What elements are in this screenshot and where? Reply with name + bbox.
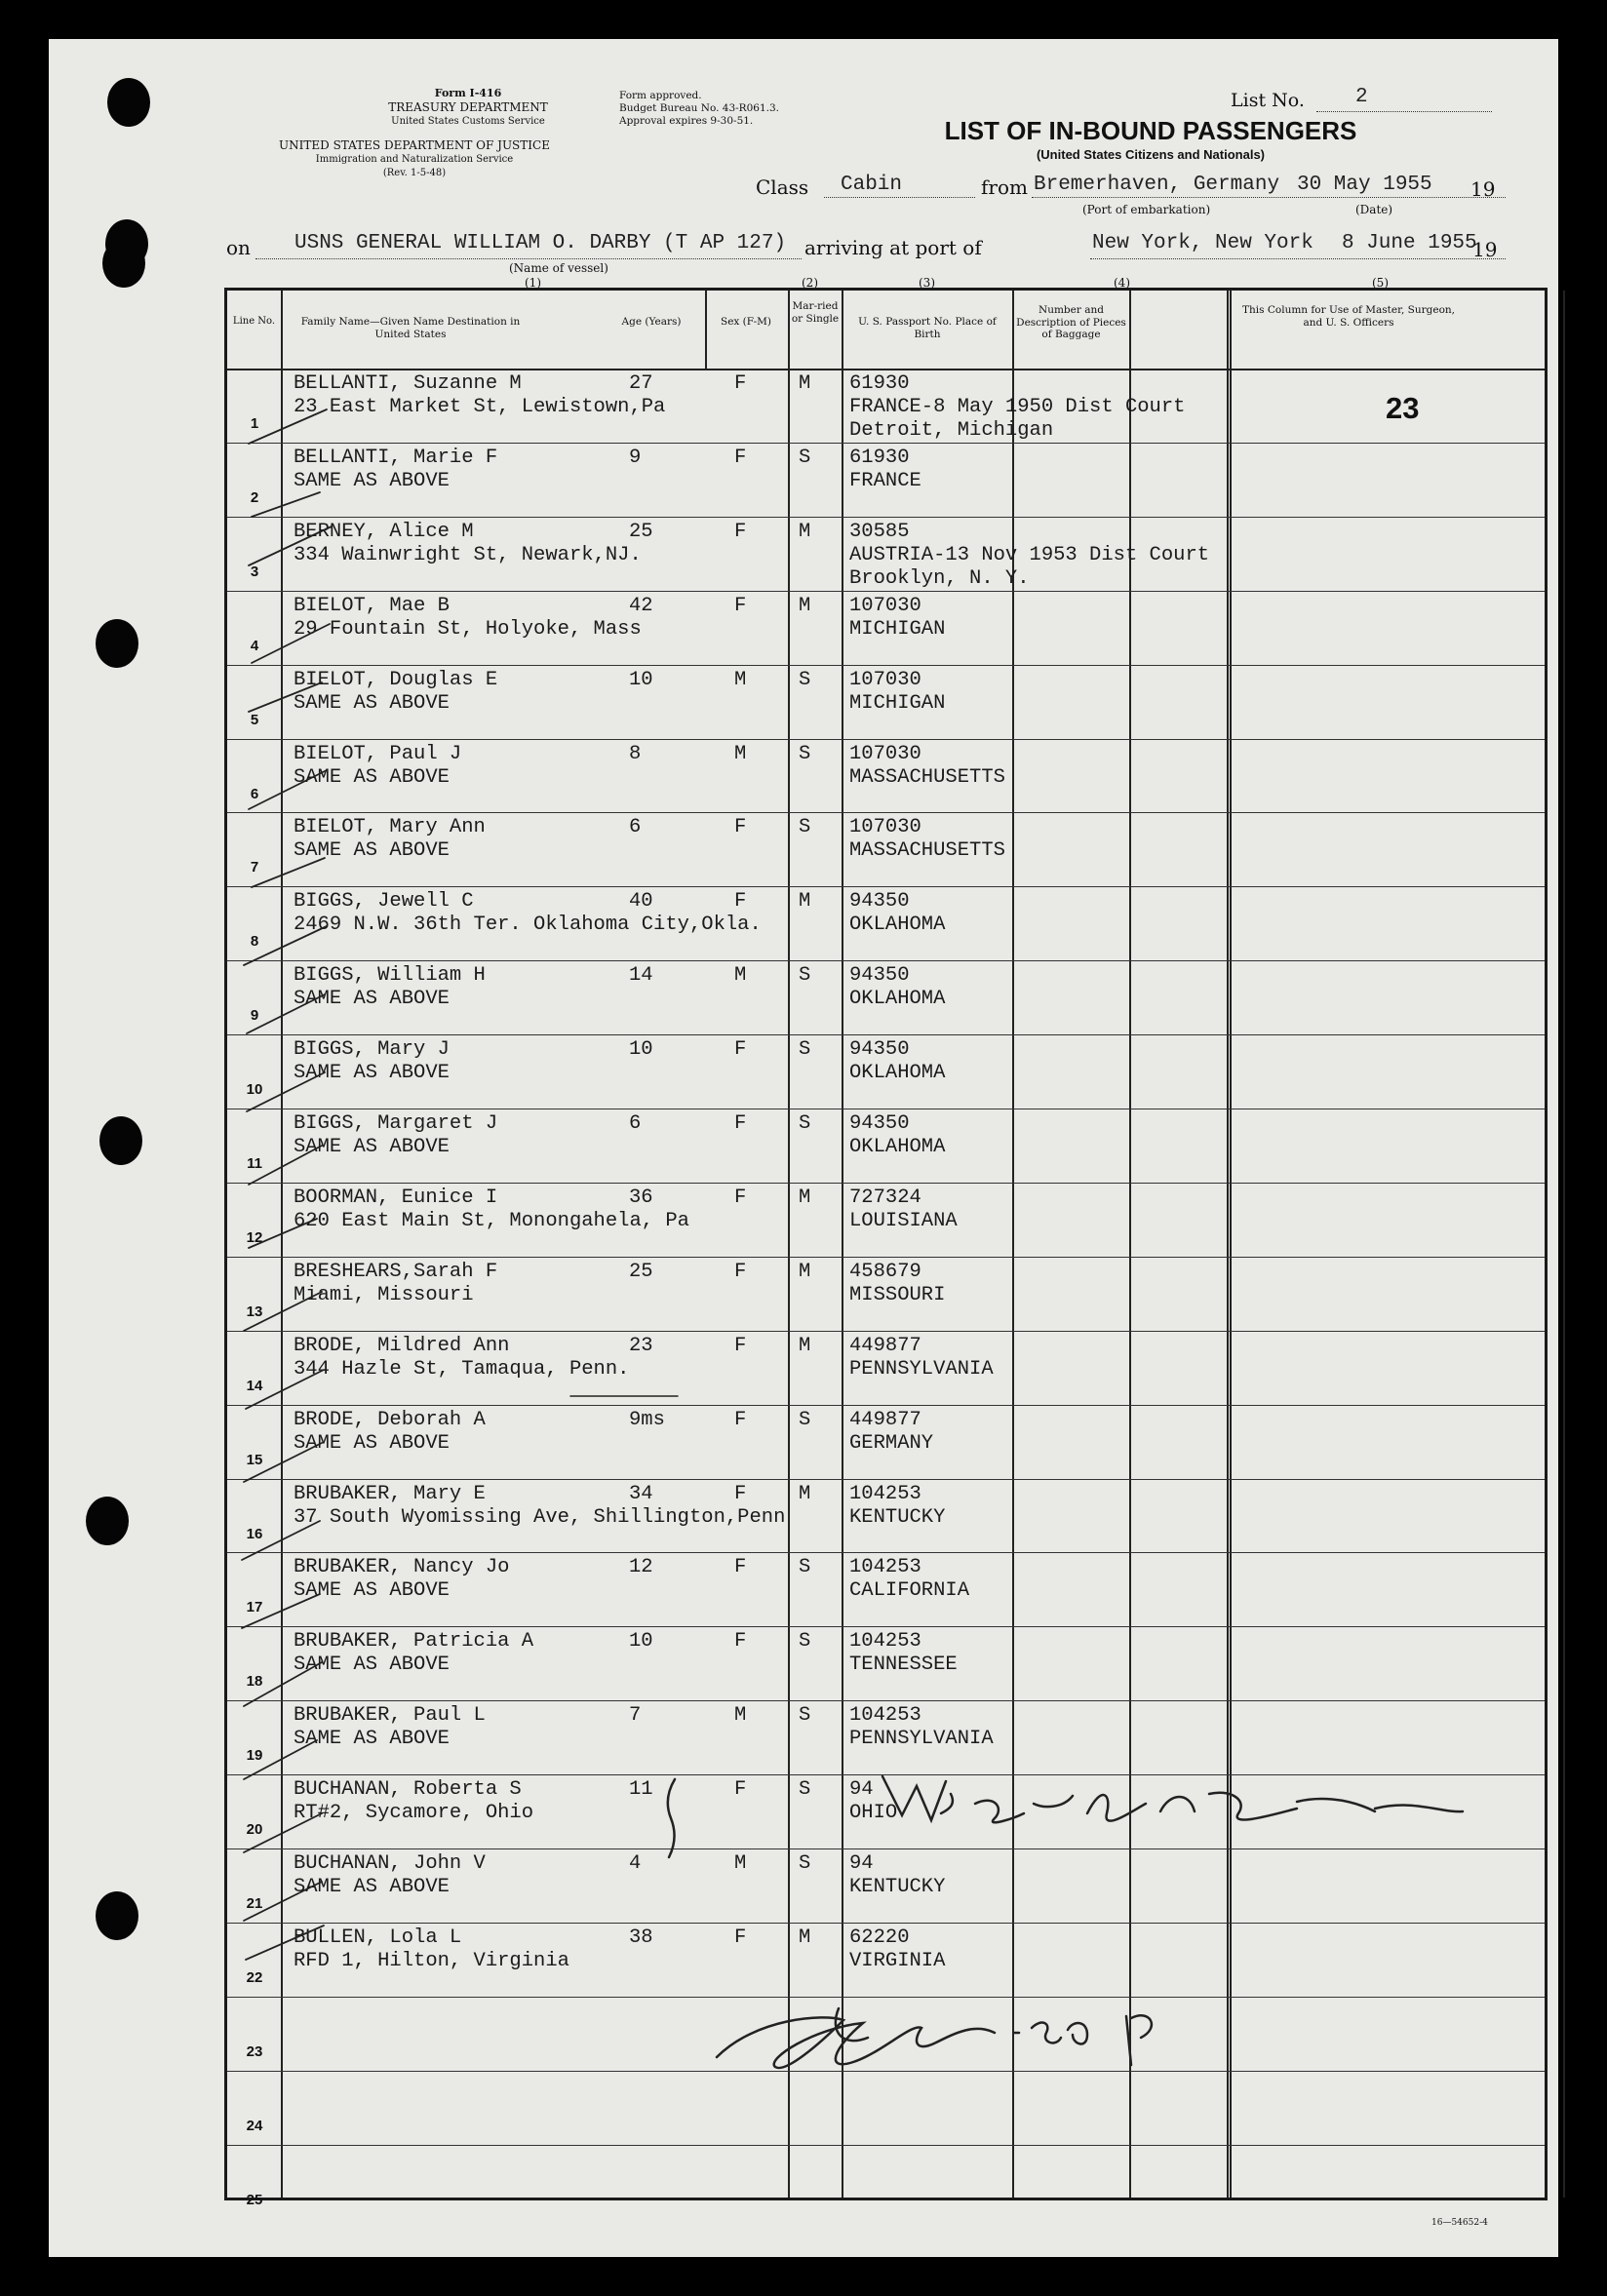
line-number: 12 [246,1228,263,1246]
destination: 620 East Main St, Monongahela, Pa [294,1209,689,1232]
line-number: 1 [250,415,259,432]
marital-status: M [799,520,811,543]
vessel-caption: (Name of vessel) [509,261,608,275]
punch-hole [96,619,138,668]
marital-status: M [799,1260,811,1283]
punch-hole [102,239,145,288]
line-number: 11 [247,1155,262,1172]
passport-number: 94350 [849,1038,910,1062]
place-of-birth: LOUISIANA [849,1209,958,1232]
sex: M [734,1852,747,1875]
passport-number: 104253 [849,1630,921,1654]
line-number: 8 [250,933,259,951]
place-of-birth: KENTUCKY [849,1876,946,1898]
destination: SAME AS ABOVE [294,1062,450,1085]
justice-dept: UNITED STATES DEPARTMENT OF JUSTICE [279,138,550,152]
class-value: Cabin [841,174,903,196]
passenger-name: BRESHEARS,Sarah F [294,1260,498,1283]
age: 36 [629,1186,653,1209]
sex: F [734,890,747,914]
line-number: 19 [246,1747,263,1765]
list-no-label: List No. [1231,90,1305,111]
marital-status: S [799,742,811,765]
age: 7 [629,1704,642,1728]
arriving-label: arriving at port of [804,236,982,259]
destination: 23 East Market St, Lewistown,Pa [294,396,666,418]
place-of-birth: MICHIGAN [849,691,946,715]
sex: M [734,742,747,765]
place-of-birth: VIRGINIA [849,1949,946,1972]
age: 9 [629,446,642,469]
form-number: Form I-416 [434,87,502,99]
passport-number: 94 [849,1852,874,1875]
age: 25 [629,520,653,543]
passport-number: 104253 [849,1482,921,1505]
marital-status: S [799,1852,811,1875]
age: 11 [629,1778,653,1802]
passenger-name: BUCHANAN, Roberta S [294,1778,522,1802]
punch-hole [107,78,150,127]
place-of-birth: OKLAHOMA [849,1062,946,1085]
header-sex: Sex (F-M) [721,316,771,328]
passport-number: 94350 [849,890,910,914]
destination: Miami, Missouri [294,1283,474,1306]
age: 27 [629,372,653,395]
line-number: 24 [246,2117,263,2134]
sex: F [734,1926,747,1949]
place-of-birth: GERMANY [849,1431,934,1455]
place-of-birth: KENTUCKY [849,1505,946,1529]
place-of-birth: OHIO [849,1802,898,1825]
passport-number: 727324 [849,1186,921,1209]
age: 42 [629,594,653,617]
class-label: Class [756,175,809,199]
passport-number: 30585 [849,520,910,543]
officer-count: 23 [1386,391,1420,425]
age: 9ms [629,1408,665,1431]
embarkation-date: 30 May 1955 [1297,174,1432,196]
passenger-name: BIELOT, Paul J [294,742,462,765]
sex: F [734,446,747,469]
passport-number: 107030 [849,816,921,839]
passenger-name: BIGGS, Jewell C [294,890,474,914]
treasury-dept: TREASURY DEPARTMENT [388,100,548,114]
passenger-name: BIGGS, Mary J [294,1038,450,1062]
line-number: 25 [246,2191,263,2208]
header-married: Mar-ried or Single [791,300,840,325]
col-num-4: (4) [1114,276,1130,290]
place-of-birth: MISSOURI [849,1283,946,1306]
passport-number: 449877 [849,1334,921,1357]
place-of-birth: MASSACHUSETTS [849,765,1005,789]
approval-2: Budget Bureau No. 43-R061.3. [619,102,779,114]
col-num-2: (2) [802,276,818,290]
sex: F [734,1778,747,1802]
age: 10 [629,1630,653,1654]
marital-status: S [799,668,811,691]
line-number: 14 [246,1377,263,1394]
header-age: Age (Years) [621,316,682,328]
destination: RT#2, Sycamore, Ohio [294,1802,534,1825]
sex: M [734,668,747,691]
line-number: 2 [250,488,259,506]
header-baggage: Number and Description of Pieces of Baggage [1016,304,1126,341]
sex: F [734,520,747,543]
passenger-name: BOORMAN, Eunice I [294,1186,498,1209]
passport-number: 107030 [849,668,921,691]
place-of-birth: TENNESSEE [849,1654,958,1677]
line-number: 3 [250,563,259,580]
sex: F [734,1260,747,1283]
place-of-birth: OKLAHOMA [849,988,946,1011]
passenger-name: BRUBAKER, Paul L [294,1704,486,1728]
col-num-3: (3) [919,276,935,290]
age: 23 [629,1334,653,1357]
sex: F [734,1408,747,1431]
marital-status: S [799,1112,811,1135]
approval-3: Approval expires 9-30-51. [619,115,754,127]
sex: F [734,1112,747,1135]
destination: 2469 N.W. 36th Ter. Oklahoma City,Okla. [294,914,762,937]
place-of-birth-line-2: Detroit, Michigan [849,419,1054,442]
passenger-name: BRUBAKER, Mary E [294,1482,486,1505]
marital-status: S [799,964,811,988]
age: 25 [629,1260,653,1283]
marital-status: M [799,890,811,914]
on-label: on [226,236,251,259]
sex: F [734,1556,747,1579]
place-of-birth: OKLAHOMA [849,914,946,937]
line-number: 15 [246,1451,263,1468]
line-number: 9 [250,1007,259,1025]
sex: F [734,1482,747,1505]
passenger-name: BIELOT, Douglas E [294,668,498,691]
passport-number: 104253 [849,1704,921,1728]
place-of-birth: AUSTRIA-13 Nov 1953 Dist Court [849,543,1210,566]
marital-status: S [799,1630,811,1654]
age: 6 [629,1112,642,1135]
passport-number: 94350 [849,964,910,988]
sex: F [734,1334,747,1357]
passport-number: 107030 [849,742,921,765]
destination: 29 Fountain St, Holyoke, Mass [294,617,642,641]
passenger-name: BULLEN, Lola L [294,1926,462,1949]
line-number: 16 [246,1525,263,1542]
passport-number: 107030 [849,594,921,617]
line-number: 13 [246,1303,263,1320]
passenger-name: BERNEY, Alice M [294,520,474,543]
destination: RFD 1, Hilton, Virginia [294,1949,569,1972]
line-number: 20 [246,1821,263,1839]
line-number: 10 [246,1081,263,1099]
destination: SAME AS ABOVE [294,1876,450,1898]
place-of-birth: PENNSYLVANIA [849,1357,994,1381]
passport-number: 94 [849,1778,874,1802]
place-of-birth: CALIFORNIA [849,1579,970,1603]
passenger-name: BRUBAKER, Nancy Jo [294,1556,510,1579]
passport-number: 61930 [849,446,910,469]
marital-status: M [799,1926,811,1949]
sex: F [734,1630,747,1654]
passport-number: 61930 [849,372,910,395]
destination: SAME AS ABOVE [294,691,450,715]
date-suffix: 19 [1470,177,1496,201]
line-number: 6 [250,785,259,802]
marital-status: M [799,372,811,395]
destination: 37 South Wyomissing Ave, Shillington,Penn [294,1505,786,1529]
sex: F [734,1038,747,1062]
col-num-5: (5) [1372,276,1389,290]
age: 4 [629,1852,642,1875]
page-title: LIST OF IN-BOUND PASSENGERS [944,116,1357,145]
age: 38 [629,1926,653,1949]
marital-status: M [799,1482,811,1505]
place-of-birth: FRANCE [849,469,921,492]
customs-service: United States Customs Service [391,116,545,127]
vessel-name: USNS GENERAL WILLIAM O. DARBY (T AP 127) [294,232,787,254]
passenger-name: BELLANTI, Suzanne M [294,372,522,395]
punch-hole [99,1116,142,1165]
destination: SAME AS ABOVE [294,469,450,492]
destination: SAME AS ABOVE [294,1579,450,1603]
immigration-service: Immigration and Naturalization Service [315,154,514,165]
marital-status: S [799,1778,811,1802]
revision: (Rev. 1-5-48) [382,168,447,178]
marital-status: M [799,1186,811,1209]
place-of-birth: OKLAHOMA [849,1136,946,1158]
age: 34 [629,1482,653,1505]
age: 14 [629,964,653,988]
destination: SAME AS ABOVE [294,1654,450,1677]
passenger-name: BIELOT, Mary Ann [294,816,486,839]
arrival-date: 8 June 1955 [1342,232,1477,254]
sex: F [734,1186,747,1209]
header-passport: U. S. Passport No. Place of Birth [858,316,997,340]
passenger-name: BELLANTI, Marie F [294,446,498,469]
passport-number: 62220 [849,1926,910,1949]
destination: SAME AS ABOVE [294,839,450,863]
arrival-suffix: 19 [1472,238,1498,261]
marital-status: S [799,816,811,839]
place-of-birth: MICHIGAN [849,617,946,641]
marital-status: S [799,446,811,469]
line-number: 18 [246,1673,263,1691]
destination: 344 Hazle St, Tamaqua, Penn. [294,1357,630,1381]
header-officers: This Column for Use of Master, Surgeon, and U. S. Officers [1242,304,1455,329]
marital-status: S [799,1038,811,1062]
age: 10 [629,668,653,691]
age: 8 [629,742,642,765]
line-number: 7 [250,859,259,876]
sex: M [734,1704,747,1728]
passport-number: 458679 [849,1260,921,1283]
passport-number: 94350 [849,1112,910,1135]
place-of-birth: MASSACHUSETTS [849,839,1005,863]
age: 6 [629,816,642,839]
from-label: from [981,175,1028,199]
sex: F [734,816,747,839]
place-of-birth-line-2: Brooklyn, N. Y. [849,566,1030,590]
line-number: 22 [246,1968,263,1986]
age: 10 [629,1038,653,1062]
passenger-table [224,288,1548,2208]
age: 40 [629,890,653,914]
approval-1: Form approved. [619,90,702,101]
form-code: 16—54652-4 [1431,2218,1488,2228]
age: 12 [629,1556,653,1579]
passenger-name: BUCHANAN, John V [294,1852,486,1875]
passenger-name: BIGGS, Margaret J [294,1112,498,1135]
list-no-value: 2 [1355,86,1368,108]
header-name: Family Name—Given Name Destination in United States [300,316,521,340]
line-number: 23 [246,2043,263,2060]
line-number: 17 [246,1599,263,1616]
destination: SAME AS ABOVE [294,1431,450,1455]
header-line-no: Line No. [232,316,276,327]
passenger-name: BIELOT, Mae B [294,594,450,617]
punch-hole [96,1891,138,1940]
destination: SAME AS ABOVE [294,765,450,789]
passport-number: 449877 [849,1408,921,1431]
marital-status: S [799,1408,811,1431]
destination: SAME AS ABOVE [294,988,450,1011]
passport-number: 104253 [849,1556,921,1579]
line-number: 5 [250,711,259,728]
destination: SAME AS ABOVE [294,1136,450,1158]
passenger-name: BRODE, Mildred Ann [294,1334,510,1357]
port-caption: (Port of embarkation) [1082,203,1211,216]
passenger-name: BRUBAKER, Patricia A [294,1630,534,1654]
sex: M [734,964,747,988]
passenger-name: BRODE, Deborah A [294,1408,486,1431]
marital-status: S [799,1556,811,1579]
sex: F [734,372,747,395]
marital-status: S [799,1704,811,1728]
place-of-birth: PENNSYLVANIA [849,1728,994,1751]
col-num-1: (1) [525,276,541,290]
port-of-embarkation: Bremerhaven, Germany [1034,174,1280,196]
marital-status: M [799,594,811,617]
line-number: 4 [250,637,259,654]
passenger-name: BIGGS, William H [294,964,486,988]
line-number: 21 [246,1895,263,1912]
sex: F [734,594,747,617]
arrival-port: New York, New York [1092,232,1313,254]
page-subtitle: (United States Citizens and Nationals) [1036,147,1266,162]
date-caption: (Date) [1355,203,1393,216]
marital-status: M [799,1334,811,1357]
destination: SAME AS ABOVE [294,1728,450,1751]
place-of-birth: FRANCE-8 May 1950 Dist Court [849,396,1186,418]
punch-hole [86,1497,129,1545]
destination: 334 Wainwright St, Newark,NJ. [294,543,642,566]
